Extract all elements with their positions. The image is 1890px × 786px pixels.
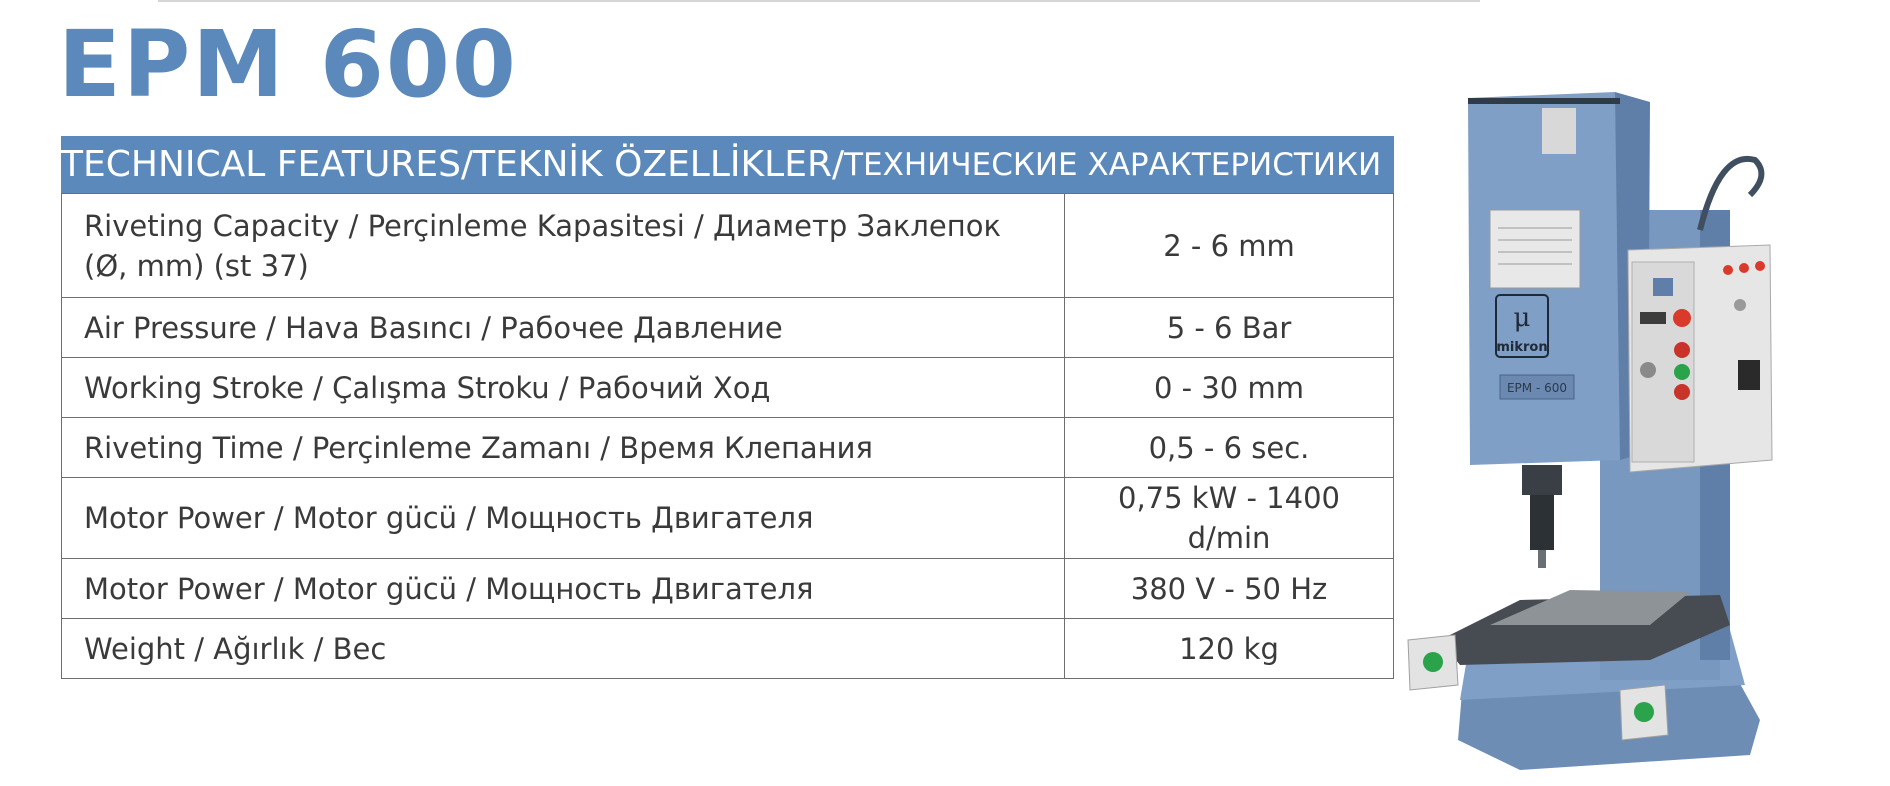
start-button [1674,364,1690,380]
top-divider-line [158,0,1480,2]
product-title: EPM 600 [58,11,518,118]
riveting-machine-image [1400,80,1820,770]
two-hand-control-right [1620,685,1668,740]
machine-head [1468,92,1650,465]
spec-value: 120 kg [1065,619,1394,679]
spec-row-riveting-time [62,418,1394,478]
emergency-stop-button [1673,309,1691,327]
spec-label: Motor Power / Motor gücü / Мощность Двигателя [62,559,1065,619]
two-hand-control-left [1408,635,1458,690]
spec-row-riveting-capacity [62,194,1394,298]
spec-table [61,193,1394,679]
info-plate [1490,210,1580,288]
adjust-knob [1640,362,1656,378]
spec-label: Working Stroke / Çalışma Stroku / Рабочий Ход [62,358,1065,418]
brand-logo-glyph: μ [1513,303,1531,333]
spec-label: Riveting Time / Perçinleme Zamanı / Время Клепания [62,418,1065,478]
spec-row-motor-power [62,478,1394,559]
model-plate-text: EPM - 600 [1506,381,1568,395]
spec-value: 0 - 30 mm [1065,358,1394,418]
panel-logo [1653,278,1673,296]
spec-value: 380 V - 50 Hz [1065,559,1394,619]
pressure-gauge [1734,299,1746,311]
spec-label: Air Pressure / Hava Basıncı / Рабочее Давление [62,298,1065,358]
banner-title-english: TECHNICAL FEATURES/ [61,144,474,185]
stop-button [1674,342,1690,358]
spec-row-weight [62,619,1394,679]
banner-title-russian: ТЕХНИЧЕСКИЕ ХАРАКТЕРИСТИКИ [844,146,1382,183]
top-label-sticker [1542,108,1576,154]
riveting-chuck [1522,465,1562,568]
counter-display [1640,312,1666,324]
spec-label: Weight / Ağırlık / Вес [62,619,1065,679]
banner-title-turkish: TEKNİK ÖZELLİKLER/ [473,144,845,185]
indicator-lamp [1723,265,1733,275]
spec-row-air-pressure [62,298,1394,358]
spec-value: 0,75 kW - 1400 d/min [1065,478,1394,559]
indicator-lamp [1755,261,1765,271]
spec-value: 2 - 6 mm [1065,194,1394,298]
main-switch [1738,360,1760,390]
spec-label: Riveting Capacity / Perçinleme Kapasitesi / Диаметр Заклепок (Ø, mm) (st 37) [62,194,1065,298]
spec-value: 0,5 - 6 sec. [1065,418,1394,478]
reset-button [1674,384,1690,400]
spec-row-working-stroke [62,358,1394,418]
spec-row-motor-voltage [62,559,1394,619]
spec-label: Motor Power / Motor gücü / Мощность Двигателя [62,478,1065,559]
spec-value: 5 - 6 Bar [1065,298,1394,358]
control-panel [1628,245,1772,472]
brand-name: mikron [1496,340,1548,355]
technical-features-banner [61,136,1394,193]
indicator-lamp [1739,263,1749,273]
